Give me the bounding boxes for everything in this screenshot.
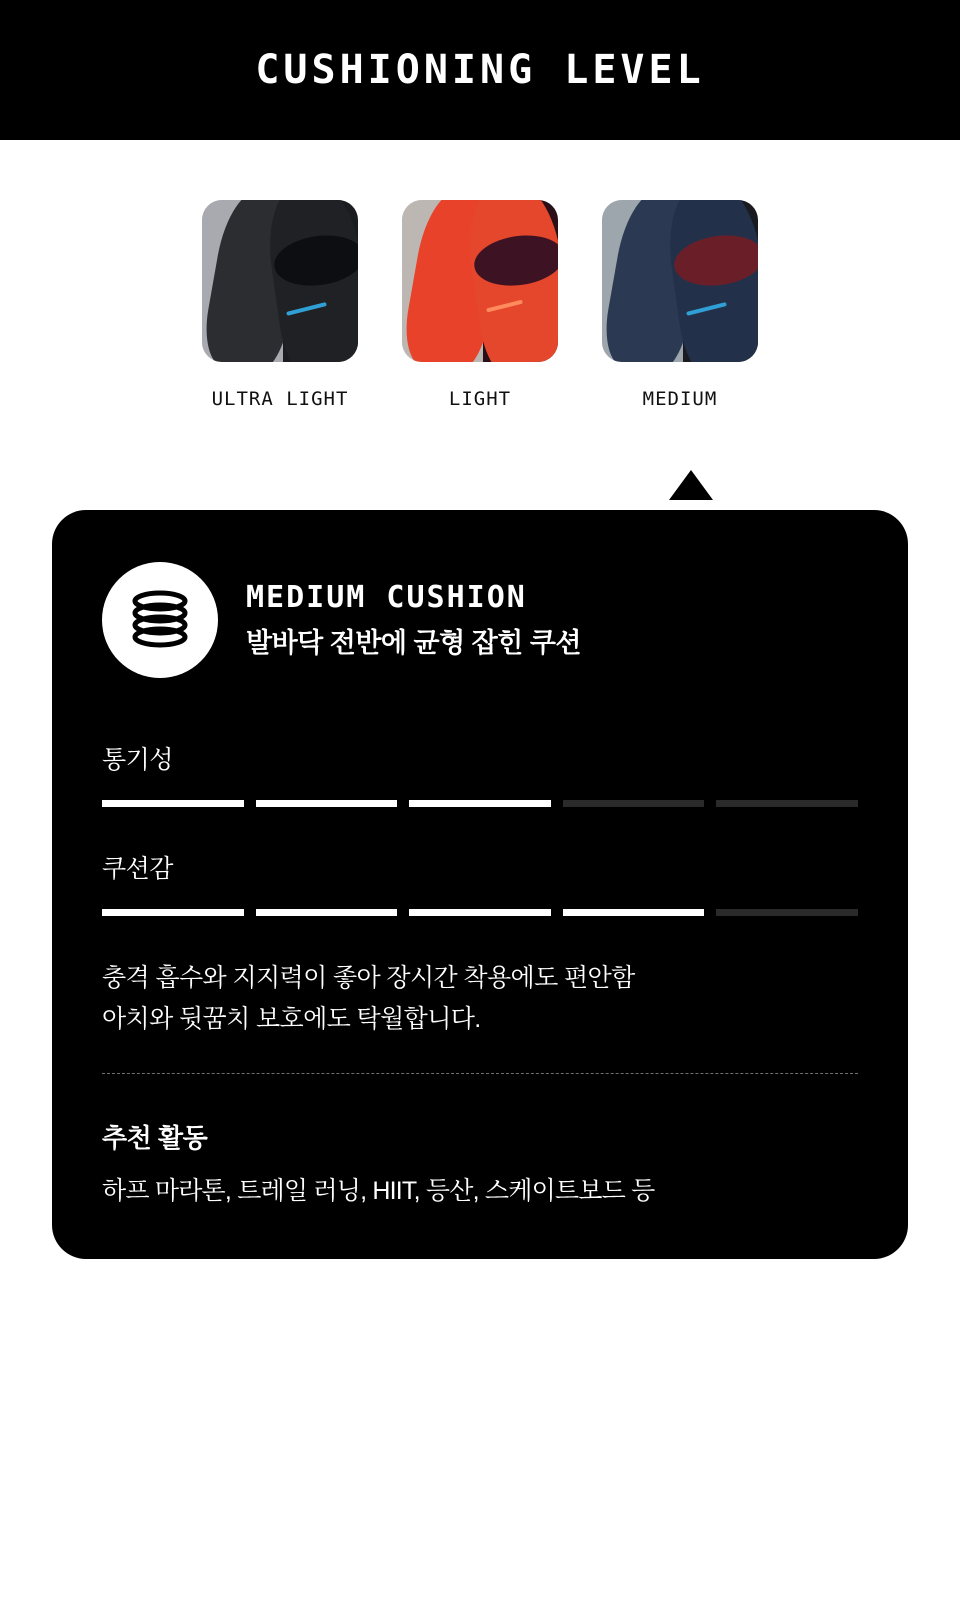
sock-thumbnail-ultra-light[interactable]: [202, 200, 358, 362]
meter-track-breathability: [102, 800, 858, 807]
card-description-line-1: 충격 흡수와 지지력이 좋아 장시간 착용에도 편안함: [102, 964, 635, 992]
level-option-light[interactable]: [400, 200, 560, 410]
level-label-light: LIGHT: [448, 388, 512, 410]
meter-segment: [102, 800, 244, 807]
meter-breathability: [102, 740, 858, 807]
meter-label-cushioning: 쿠션감: [102, 855, 173, 883]
level-option-ultra-light[interactable]: [200, 200, 360, 410]
callout-pointer-icon: [669, 470, 713, 500]
card-description-line-2: 아치와 뒷꿈치 보호에도 탁월합니다.: [102, 1004, 481, 1033]
meter-segment: [409, 800, 551, 807]
meter-segment: [563, 909, 705, 916]
meter-cushioning: [102, 849, 858, 916]
meter-list: [102, 740, 858, 916]
page-title: CUSHIONING LEVEL: [255, 47, 705, 93]
cushion-coil-icon: [102, 562, 218, 678]
cushion-detail-card: [52, 510, 908, 1259]
level-label-medium: MEDIUM: [642, 388, 718, 410]
callout-pointer-wrap: [0, 470, 960, 510]
sock-thumbnail-light[interactable]: [402, 200, 558, 362]
meter-track-cushioning: [102, 909, 858, 916]
card-description: [102, 958, 858, 1039]
card-header: [102, 562, 858, 678]
cushion-level-selector: [0, 140, 960, 470]
recommend-text: 하프 마라톤, 트레일 러닝, HIIT, 등산, 스케이트보드 등: [102, 1177, 655, 1205]
meter-segment: [256, 909, 398, 916]
card-divider: [102, 1073, 858, 1074]
meter-segment: [716, 800, 858, 807]
meter-segment: [716, 909, 858, 916]
meter-segment: [563, 800, 705, 807]
meter-segment: [409, 909, 551, 916]
level-label-ultra-light: ULTRA LIGHT: [211, 388, 349, 410]
card-subtitle: 발바닥 전반에 균형 잡힌 쿠션: [246, 628, 581, 658]
meter-label-breathability: 통기성: [102, 746, 173, 774]
recommend-title: 추천 활동: [102, 1123, 208, 1153]
card-title: MEDIUM CUSHION: [246, 580, 527, 615]
level-option-medium[interactable]: [600, 200, 760, 410]
meter-segment: [256, 800, 398, 807]
sock-thumbnail-medium[interactable]: [602, 200, 758, 362]
header-bar: [0, 0, 960, 140]
meter-segment: [102, 909, 244, 916]
